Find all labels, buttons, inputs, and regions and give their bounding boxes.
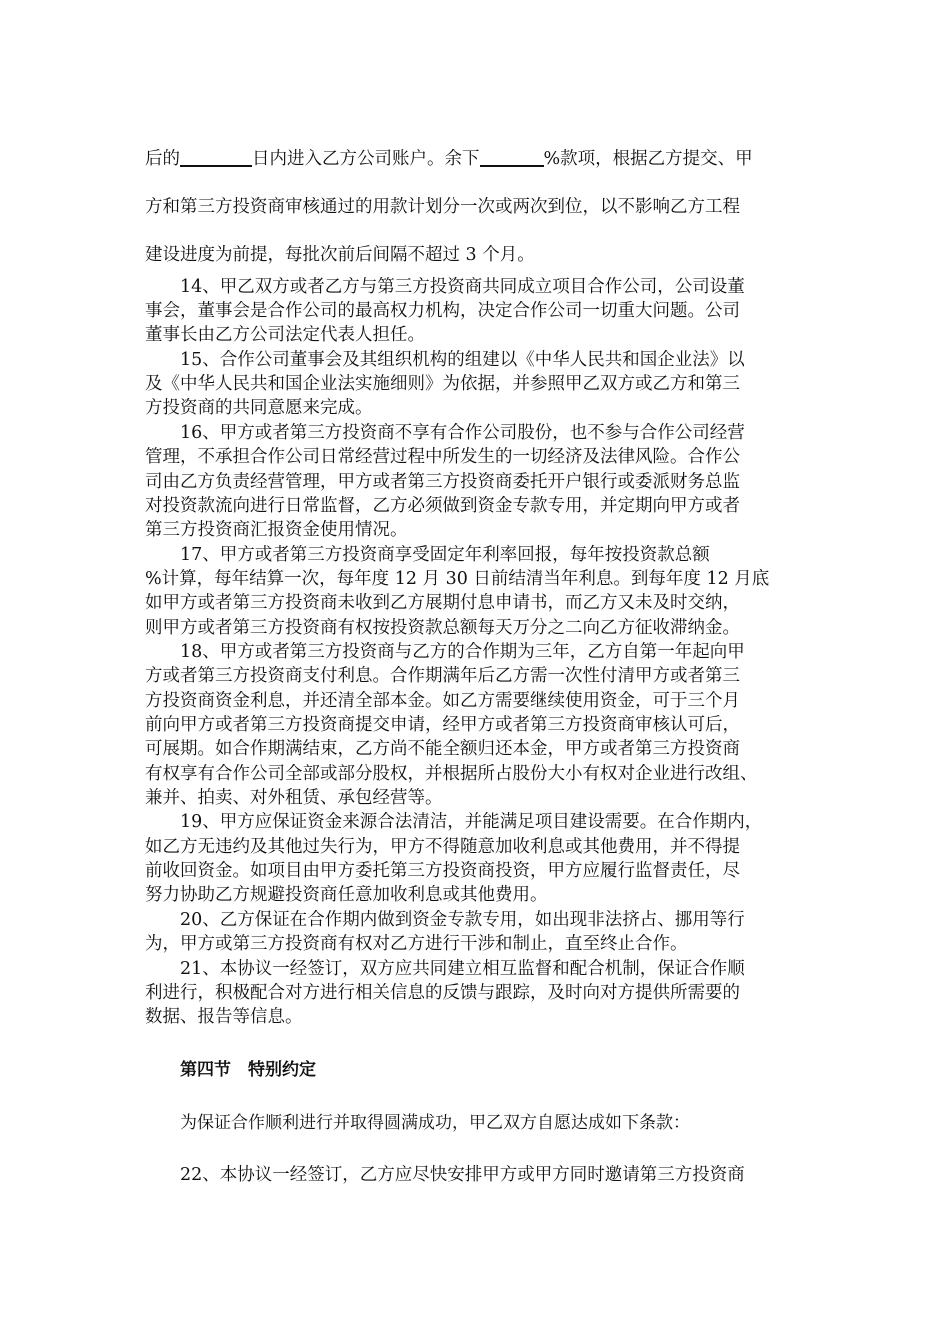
clause-21-line: 数据、报告等信息。 [145, 1007, 303, 1027]
clause-15-line: 及《中华人民共和国企业法实施细则》为依据，并参照甲乙双方或乙方和第三 [145, 374, 740, 394]
clause-14-line: 14、甲乙双方或者乙方与第三方投资商共同成立项目合作公司，公司设董 [180, 277, 745, 297]
clause-17-line: 17、甲方或者第三方投资商享受固定年利率回报，每年按投资款总额 [180, 545, 710, 565]
section-intro: 为保证合作顺利进行并取得圆满成功，甲乙双方自愿达成如下条款： [180, 1113, 690, 1133]
clause-18-line: 兼并、拍卖、对外租赁、承包经营等。 [145, 788, 443, 808]
clause-16-line: 司由乙方负责经营管理，甲方或者第三方投资商委托开户银行或委派财务总监 [145, 472, 740, 492]
clause-18-line: 可展期。如合作期满结束，乙方尚不能全额归还本金，甲方或者第三方投资商 [145, 739, 740, 759]
clause-14-line: 董事长由乙方公司法定代表人担任。 [145, 325, 425, 345]
clause-19-line: 19、甲方应保证资金来源合法清洁，并能满足项目建设需要。在合作期内， [180, 812, 763, 832]
blank-days [180, 147, 252, 167]
blank-percent [480, 147, 544, 167]
intro-text-b: 日内进入乙方公司账户。余下 [252, 149, 480, 169]
clause-18-line: 18、甲方或者第三方投资商与乙方的合作期为三年，乙方自第一年起向甲 [180, 642, 745, 662]
clause-15-line: 方投资商的共同意愿来完成。 [145, 398, 373, 418]
clause-16-line: 16、甲方或者第三方投资商不享有合作公司股份，也不参与合作公司经营 [180, 423, 745, 443]
clause-19-line: 前收回资金。如项目由甲方委托第三方投资商投资，甲方应履行监督责任，尽 [145, 861, 740, 881]
clause-19-line: 努力协助乙方规避投资商任意加收利息或其他费用。 [145, 885, 548, 905]
clause-18-line: 方或者第三方投资商支付利息。合作期满年后乙方需一次性付清甲方或者第三 [145, 666, 740, 686]
clause-14-line: 事会，董事会是合作公司的最高权力机构，决定合作公司一切重大问题。公司 [145, 301, 740, 321]
clause-16-line: 第三方投资商汇报资金使用情况。 [145, 520, 408, 540]
clause-21-line: 利进行，积极配合对方进行相关信息的反馈与跟踪，及时向对方提供所需要的 [145, 983, 740, 1003]
clause-16-line: 管理，不承担合作公司日常经营过程中所发生的一切经济及法律风险。合作公 [145, 447, 740, 467]
intro-line-2: 方和第三方投资商审核通过的用款计划分一次或两次到位，以不影响乙方工程 [145, 197, 740, 217]
clause-22-line: 22、本协议一经签订，乙方应尽快安排甲方或甲方同时邀请第三方投资商 [180, 1165, 745, 1185]
section-title: 第四节 特别约定 [180, 1060, 316, 1080]
clause-20-line: 为，甲方或第三方投资商有权对乙方进行干涉和制止，直至终止合作。 [145, 934, 688, 954]
clause-18-line: 方投资商资金利息，并还清全部本金。如乙方需要继续使用资金，可于三个月 [145, 691, 740, 711]
intro-line-1 [145, 147, 753, 171]
clause-21-line: 21、本协议一经签订，双方应共同建立相互监督和配合机制，保证合作顺 [180, 959, 745, 979]
clause-17-line: 如甲方或者第三方投资商未收到乙方展期付息申请书，而乙方又未及时交纳， [145, 593, 740, 613]
clause-19-line: 如乙方无违约及其他过失行为，甲方不得随意加收利息或其他费用，并不得提 [145, 837, 740, 857]
clause-18-line: 前向甲方或者第三方投资商提交申请，经甲方或者第三方投资商审核认可后， [145, 715, 740, 735]
clause-16-line: 对投资款流向进行日常监督，乙方必须做到资金专款专用，并定期向甲方或者 [145, 496, 740, 516]
clause-20-line: 20、乙方保证在合作期内做到资金专款专用，如出现非法挤占、挪用等行 [180, 910, 745, 930]
clause-17-line: 则甲方或者第三方投资商有权按投资款总额每天万分之二向乙方征收滞纳金。 [145, 618, 740, 638]
intro-text-c: %款项，根据乙方提交、甲 [543, 149, 753, 169]
clause-18-line: 有权享有合作公司全部或部分股权，并根据所占股份大小有权对企业进行改组、 [145, 764, 758, 784]
intro-text-a: 后的 [145, 149, 180, 169]
clause-17-line: %计算，每年结算一次，每年度 12 月 30 日前结清当年利息。到每年度 12 月底 [145, 569, 770, 589]
clause-15-line: 15、合作公司董事会及其组织机构的组建以《中华人民共和国企业法》以 [180, 350, 745, 370]
intro-line-3: 建设进度为前提，每批次前后间隔不超过 3 个月。 [145, 245, 535, 265]
